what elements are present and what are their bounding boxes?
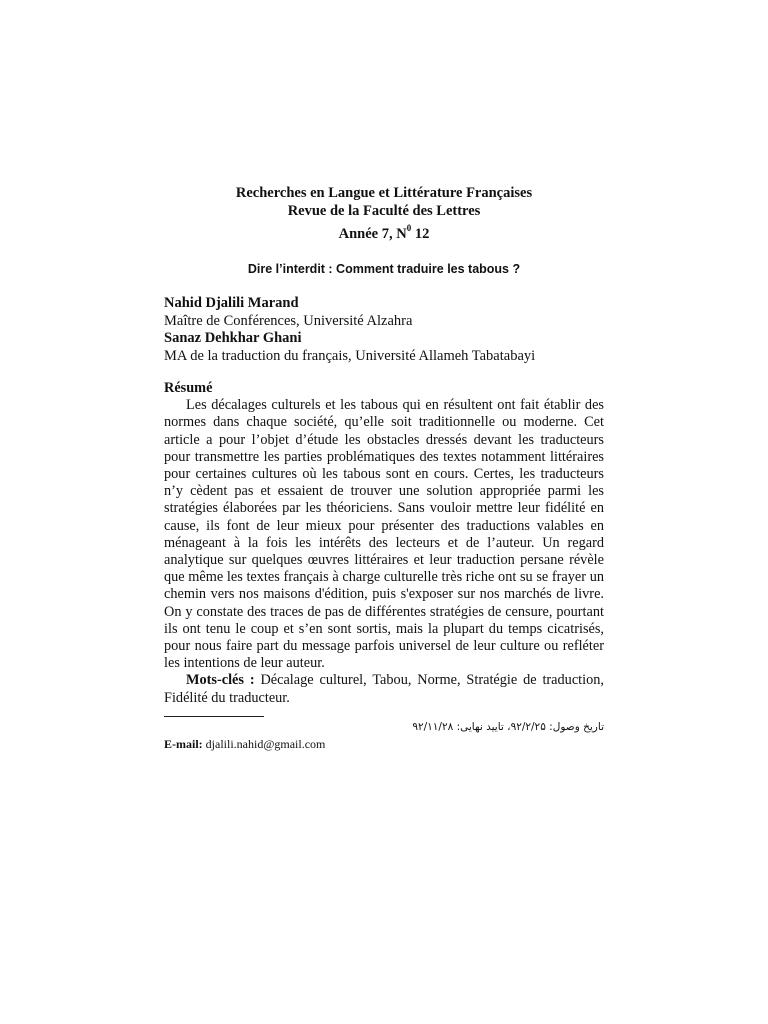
email-label: E-mail:: [164, 737, 203, 751]
author-affiliation: Maître de Conférences, Université Alzahra: [164, 312, 413, 329]
journal-issue: [0, 220, 768, 243]
abstract-section: [164, 380, 604, 707]
journal-header: [0, 184, 768, 243]
footnote-divider: [164, 716, 264, 717]
author-name: Nahid Djalili Marand: [164, 295, 299, 311]
issue-superscript: 0: [406, 223, 412, 233]
issue-prefix: Année 7, N: [338, 225, 407, 242]
keywords-text: Décalage culturel, Tabou, Norme, Stratégie de traduction, Fidélité du traducteur.: [164, 672, 604, 706]
author-name: Sanaz Dehkhar Ghani: [164, 330, 302, 346]
journal-name: Recherches en Langue et Littérature Françaises: [235, 185, 533, 201]
keywords-label: Mots-clés :: [186, 672, 255, 689]
abstract-text: Les décalages culturels et les tabous qui en résultent ont fait établir des normes dans chaque société, qu’elle soit traditionnelle ou moderne. Cet article a pour l’objet d’étude les obstacles dressés devant les traducteurs pour transmettre les parties problématiques des textes notamment littéraires pour certaines cultures où les tabous sont en cours. Certes, les traducteurs n’y cèdent pas et essaient de trouver une solution appropriée parmi les stratégies élaborées par les théoriciens. Sans vouloir mettre leur fidélité en cause, ils font de leur mieux pour présenter des traductions valables en ménageant à la fois les intérêts des lecteurs et de l’auteur. Un regard analytique sur quelques œuvres littéraires et leur traduction persane révèle que même les textes français à charge culturelle très riche ont su se frayer un chemin vers nos maisons d'édition, puis s'exposer sur nos marchés de livre. On y constate des traces de pas de différentes stratégies de censure, pourtant ils ont tenu le coup et s’en sont sortis, mais la plupart du temps cicatrisés, pour nous faire part du message parfois universel de leur culture ou refléter les intentions de leur auteur.: [164, 397, 604, 672]
abstract-heading: Résumé: [164, 380, 213, 396]
author-affiliation: MA de la traduction du français, Université Allameh Tabatabayi: [164, 347, 536, 364]
submission-dates: تاریخ وصول: ۹۲/۲/۲۵، تایید نهایی: ۹۲/۱۱/۲۸: [412, 721, 604, 733]
keywords-paragraph: [164, 672, 604, 706]
issue-number: 12: [414, 225, 430, 242]
authors-block: [164, 295, 608, 365]
journal-revue: Revue de la Faculté des Lettres: [287, 203, 481, 219]
article-title: Dire l’interdit : Comment traduire les tabous ?: [247, 262, 521, 276]
contact-email: [164, 737, 604, 752]
email-address: djalili.nahid@gmail.com: [202, 737, 326, 751]
